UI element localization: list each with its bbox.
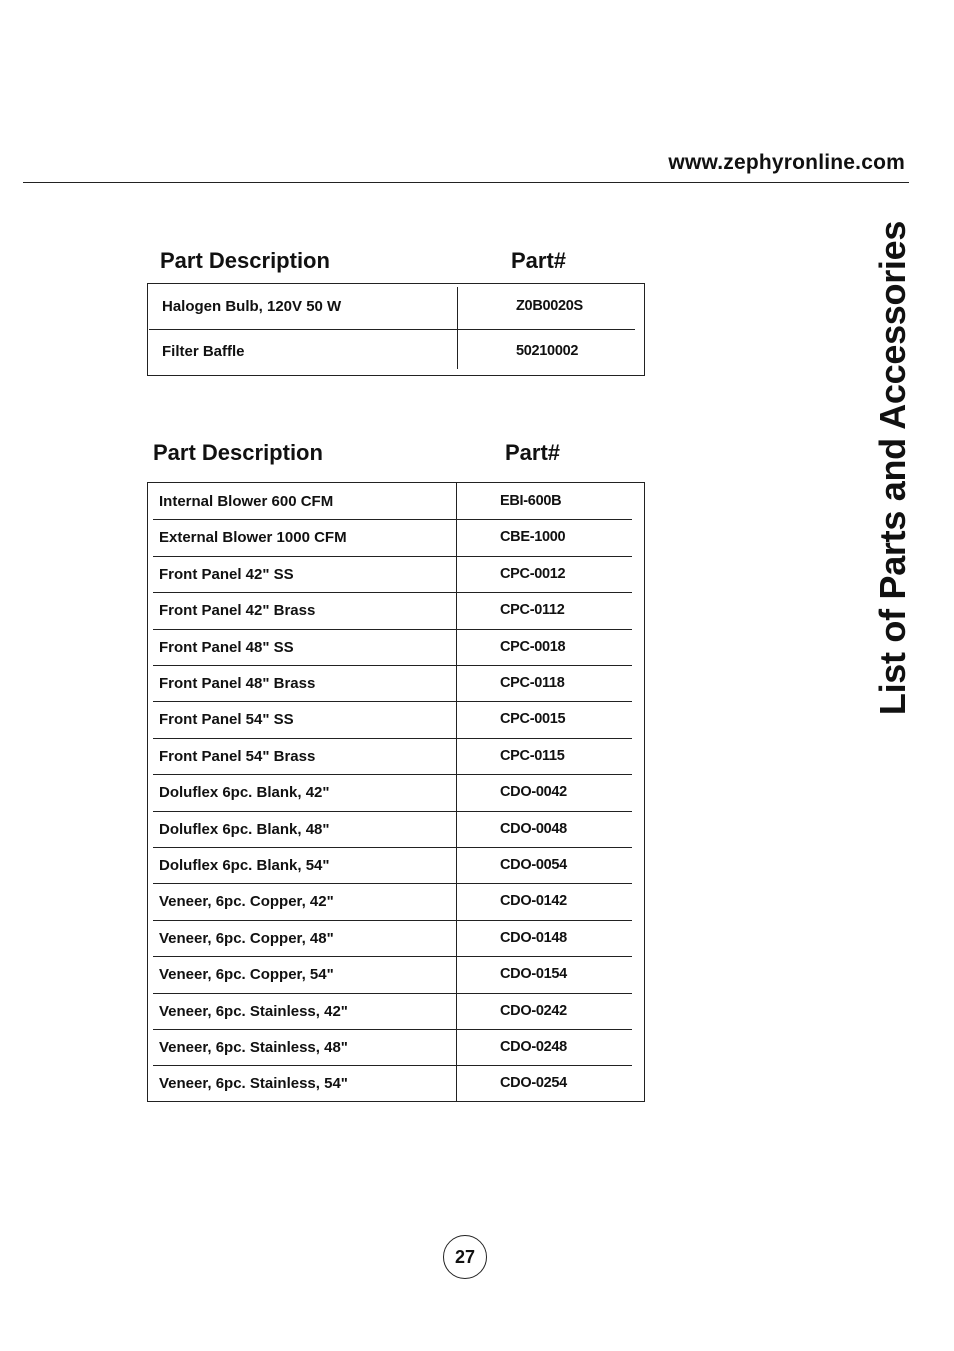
table2-row-separator	[153, 993, 632, 994]
section-title-vertical: List of Parts and Accessories	[872, 220, 913, 716]
parts-table-1	[147, 283, 645, 376]
table2-row-description: Front Panel 54" Brass	[159, 747, 316, 765]
table2-row-separator	[153, 556, 632, 557]
website-url: www.zephyronline.com	[668, 151, 905, 174]
table2-row-separator	[153, 847, 632, 848]
table2-column-divider	[456, 483, 457, 1101]
table2-row-part-number: CBE-1000	[500, 529, 566, 546]
table1-header-description: Part Description	[160, 248, 330, 273]
table1-column-divider	[457, 287, 458, 369]
table2-row-separator	[153, 665, 632, 666]
table2-row-part-number: CDO-0042	[500, 784, 567, 801]
table2-row-description: Veneer, 6pc. Copper, 48"	[159, 929, 334, 947]
table2-row-description: Veneer, 6pc. Copper, 54"	[159, 966, 334, 984]
table2-row-separator	[153, 883, 632, 884]
table2-row-part-number: CPC-0115	[500, 747, 565, 764]
table2-row-description: Internal Blower 600 CFM	[159, 493, 334, 510]
table2-row-description: Front Panel 42" Brass	[159, 602, 316, 620]
table2-row-description: Front Panel 48" SS	[159, 638, 294, 656]
table2-row-separator	[153, 519, 632, 520]
table2-row-separator	[153, 738, 632, 739]
table2-row-part-number: CPC-0012	[500, 565, 566, 582]
table2-row-part-number: CPC-0018	[500, 638, 566, 655]
table2-row-separator	[153, 592, 632, 593]
table2-row-part-number: CPC-0112	[500, 602, 565, 619]
table2-row-part-number: CDO-0248	[500, 1039, 567, 1055]
table2-row-part-number: CDO-0054	[500, 857, 567, 873]
table2-row-description: External Blower 1000 CFM	[159, 529, 347, 547]
table2-row-separator	[153, 1029, 632, 1030]
table2-header-part: Part#	[505, 440, 561, 465]
table1-row-separator	[149, 329, 635, 330]
table2-row-description: Veneer, 6pc. Stainless, 42"	[159, 1002, 348, 1020]
table1-row-part-number: 50210002	[516, 343, 579, 359]
table2-row-description: Veneer, 6pc. Stainless, 48"	[159, 1039, 348, 1056]
table2-row-separator	[153, 920, 632, 921]
table2-row-part-number: EBI-600B	[500, 493, 562, 509]
page-number: 27	[443, 1235, 487, 1279]
table2-row-separator	[153, 956, 632, 957]
table2-row-part-number: CPC-0118	[500, 675, 565, 691]
table1-row-part-number: Z0B0020S	[516, 298, 583, 314]
table2-row-description: Veneer, 6pc. Stainless, 54"	[159, 1075, 348, 1093]
table2-row-separator	[153, 629, 632, 630]
table2-row-description: Veneer, 6pc. Copper, 42"	[159, 893, 334, 911]
table2-row-separator	[153, 811, 632, 812]
table2-row-separator	[153, 774, 632, 775]
table2-row-part-number: CDO-0154	[500, 966, 567, 983]
table1-row-description: Halogen Bulb, 120V 50 W	[162, 298, 342, 315]
table2-row-part-number: CDO-0148	[500, 929, 567, 946]
table2-row-part-number: CDO-0254	[500, 1075, 567, 1092]
table2-header-description: Part Description	[153, 440, 323, 465]
table2-row-description: Front Panel 48" Brass	[159, 675, 316, 692]
table2-row-description: Doluflex 6pc. Blank, 42"	[159, 784, 330, 802]
table2-row-description: Doluflex 6pc. Blank, 54"	[159, 857, 330, 874]
parts-table-2	[147, 482, 645, 1102]
table2-row-description: Front Panel 42" SS	[159, 565, 294, 583]
table1-row-description: Filter Baffle	[162, 343, 245, 360]
table2-row-description: Doluflex 6pc. Blank, 48"	[159, 820, 330, 838]
table2-row-part-number: CDO-0048	[500, 820, 567, 837]
table2-row-part-number: CDO-0242	[500, 1002, 567, 1019]
table1-header-part: Part#	[511, 248, 567, 273]
table2-row-description: Front Panel 54" SS	[159, 711, 294, 729]
table2-row-part-number: CPC-0015	[500, 711, 566, 728]
table2-row-separator	[153, 701, 632, 702]
table2-row-separator	[153, 1065, 632, 1066]
table2-row-part-number: CDO-0142	[500, 893, 567, 910]
header-divider	[23, 182, 909, 183]
